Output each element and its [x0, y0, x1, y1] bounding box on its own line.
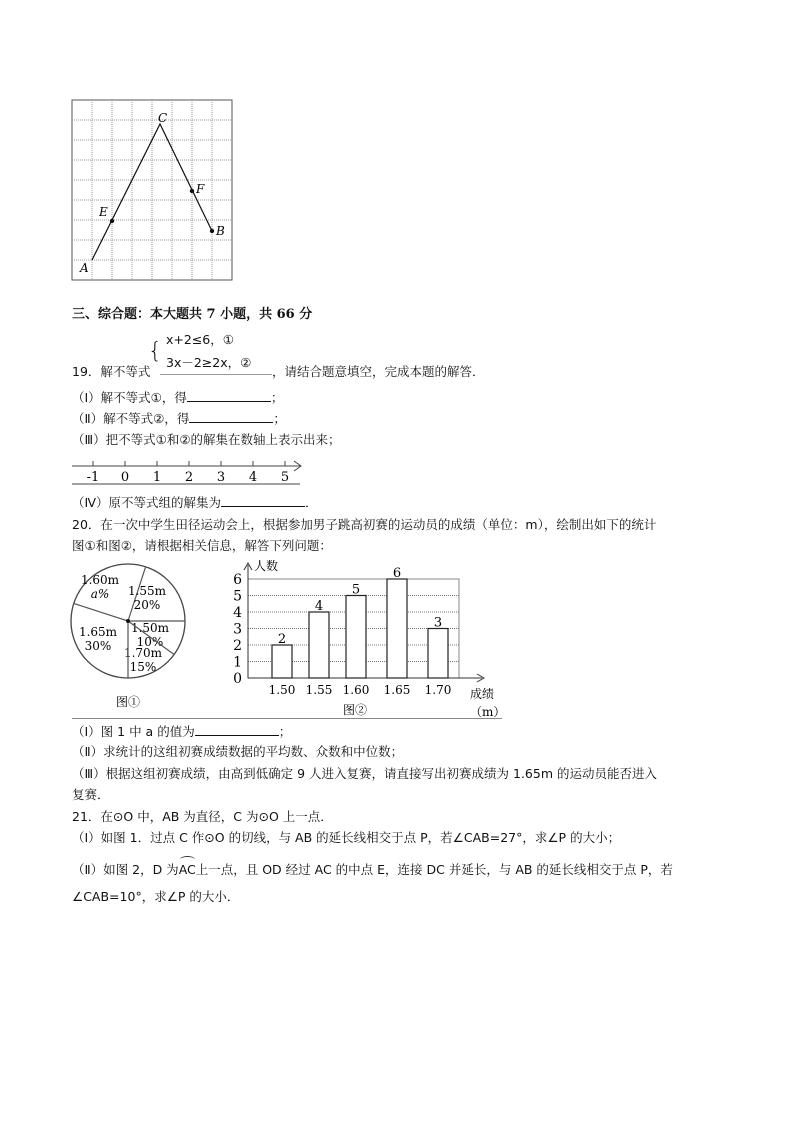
q20-part3: （Ⅲ）根据这组初赛成绩，由高到低确定 9 人进入复赛，请直接写出初赛成绩为 1.65m 的运动员能否进入 — [72, 766, 657, 781]
part-end: ； — [273, 411, 286, 426]
system-eq-1: x+2≤6，① — [166, 332, 234, 347]
bar-1.55 — [309, 612, 329, 678]
part-end: ； — [278, 724, 292, 739]
system-eq-2: 3x－2≥2x，② — [166, 355, 252, 370]
q20-intro-1: 20．在一次中学生田径运动会上，根据参加男子跳高初赛的运动员的成绩（单位：m），绘制出如下的统计 — [72, 517, 657, 532]
bar-title: 图② — [342, 703, 368, 717]
q21-stem: 21．在⊙O 中，AB 为直径，C 为⊙O 上一点． — [72, 809, 333, 824]
arc-label: AC — [178, 862, 196, 877]
q20-part3-cont: 复赛． — [72, 787, 110, 802]
bar-value-label: 3 — [433, 615, 443, 631]
part-text: 上一点，且 OD 经过 AC 的中点 E，连接 DC 并延长，与 AB 的延长线相交于点 P，若 — [195, 862, 673, 877]
tick-label: 3 — [216, 470, 226, 485]
pie-slice-pct: 30% — [84, 639, 112, 653]
bar-value-label: 4 — [314, 599, 324, 614]
part-end: ． — [305, 495, 318, 510]
part-label: （Ⅰ）解不等式①，得 — [72, 390, 187, 405]
q21-part1: （Ⅰ）如图 1．过点 C 作⊙O 的切线，与 AB 的延长线相交于点 P，若∠CAB=27°，求∠P 的大小； — [72, 830, 621, 845]
answer-blank[interactable] — [195, 723, 279, 736]
q20-part2: （Ⅱ）求统计的这组初赛成绩数据的平均数、众数和中位数； — [72, 744, 404, 759]
x-axis-unit: （m） — [470, 705, 506, 719]
pie-slice-pct: 15% — [129, 660, 157, 674]
point-label-F: F — [196, 182, 205, 196]
bar-1.65 — [387, 579, 407, 678]
tick-label: 2 — [184, 470, 194, 485]
pie-slice-pct: a% — [90, 587, 110, 601]
part-label: （Ⅱ）解不等式②，得 — [72, 411, 190, 426]
pie-slice-label: 1.60m — [80, 573, 120, 587]
point-label-C: C — [158, 111, 168, 125]
x-tick-label: 1.70 — [424, 683, 452, 697]
x-axis-label: 成绩 — [470, 687, 495, 701]
y-tick-label: 3 — [233, 621, 242, 638]
x-tick-label: 1.50 — [268, 683, 296, 697]
bar-1.50 — [272, 645, 292, 678]
tick-label: 4 — [248, 470, 258, 485]
part-label: （Ⅱ）如图 2，D 为 — [72, 862, 179, 877]
q19-suffix: ，请结合题意填空，完成本题的解答． — [272, 364, 485, 379]
point-label-E: E — [99, 205, 108, 219]
bar-1.60 — [346, 596, 366, 679]
pie-title: 图① — [115, 695, 141, 709]
pie-center — [126, 619, 130, 623]
y-tick-label: 4 — [233, 605, 242, 621]
point-label-A: A — [80, 261, 89, 275]
divider — [72, 718, 502, 719]
x-tick-label: 1.65 — [383, 683, 411, 697]
brace: { — [148, 339, 162, 364]
bar-1.70 — [428, 629, 448, 679]
y-tick-label: 1 — [233, 654, 242, 671]
q21-part2-cont: ∠CAB=10°，求∠P 的大小． — [72, 889, 240, 904]
part-label: （Ⅰ）图 1 中 a 的值为 — [72, 724, 195, 739]
bar-value-label: 6 — [392, 566, 402, 581]
tick-label: -1 — [86, 470, 100, 485]
section-heading: 三、综合题：本大题共 7 小题，共 66 分 — [72, 307, 313, 322]
bar-value-label: 2 — [277, 632, 287, 647]
x-tick-label: 1.60 — [342, 683, 370, 697]
pie-slice-label: 1.65m — [78, 625, 118, 639]
q20-part1 — [72, 723, 291, 740]
arc-icon — [180, 856, 195, 863]
tick-label: 1 — [152, 470, 162, 485]
tick-label: 0 — [120, 470, 130, 485]
tick-label: 5 — [280, 470, 290, 485]
q19-prefix: 19．解不等式 — [72, 364, 151, 379]
part-label: （Ⅳ）原不等式组的解集为 — [72, 495, 222, 510]
point-label-B: B — [216, 224, 225, 238]
q20-intro-2: 图①和图②，请根据相关信息，解答下列问题： — [72, 538, 332, 553]
pie-slice-pct: 10% — [136, 635, 164, 649]
bar-value-label: 5 — [351, 582, 361, 598]
y-tick-label: 2 — [233, 638, 242, 654]
arc-ac — [179, 862, 196, 878]
x-tick-label: 1.55 — [305, 683, 333, 697]
pie-slice-pct: 20% — [133, 598, 161, 612]
y-tick-label: 5 — [233, 588, 242, 605]
pie-slice-label: 1.50m — [130, 621, 170, 635]
q19-part3: （Ⅲ）把不等式①和②的解集在数轴上表示出来； — [72, 432, 341, 447]
part-end: ； — [270, 390, 284, 405]
y-tick-label: 0 — [233, 671, 242, 687]
pie-slice-label: 1.70m — [123, 646, 163, 660]
y-axis-label: 人数 — [254, 559, 279, 573]
y-tick-label: 6 — [233, 572, 242, 588]
q21-part2 — [72, 862, 673, 878]
pie-slice-label: 1.55m — [127, 584, 167, 598]
